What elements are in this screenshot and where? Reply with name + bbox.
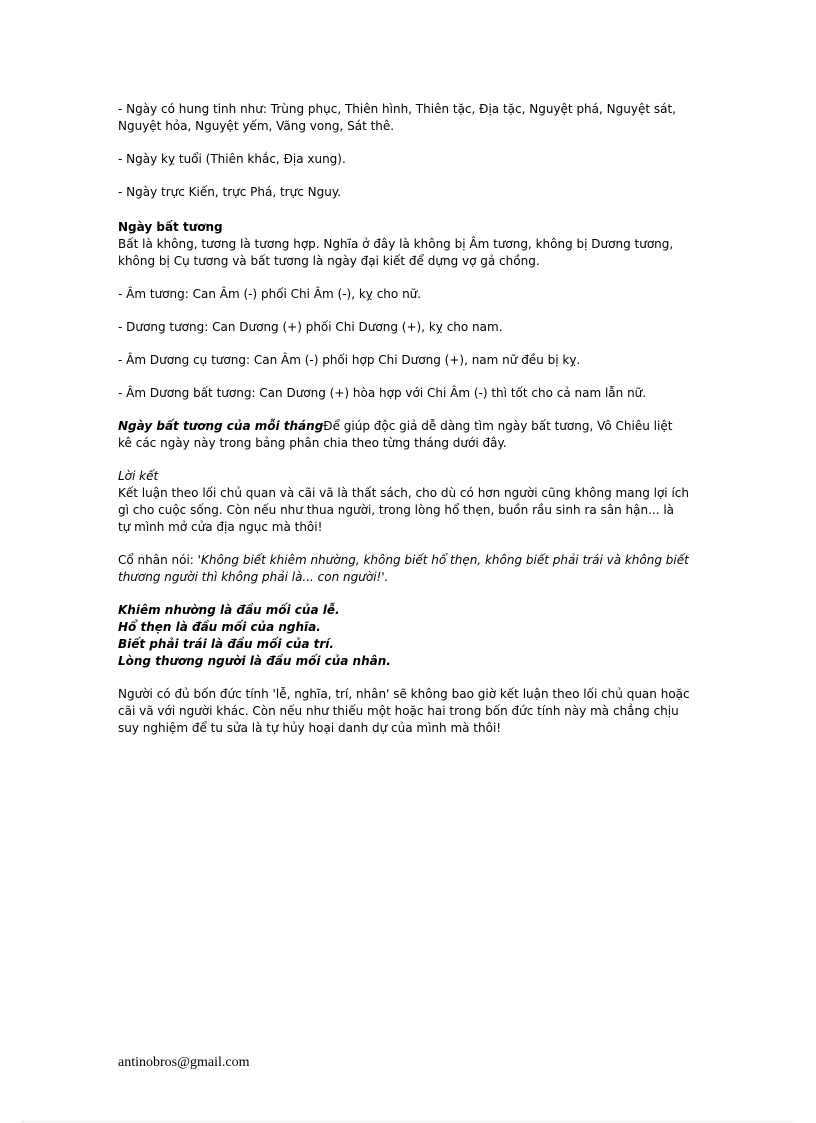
maxim-3: Biết phải trái là đầu mối của trí. [118,637,334,651]
maxim-1: Khiêm nhường là đầu mối của lễ. [118,603,340,617]
bat-tuong-item-1: - Âm tương: Can Âm (-) phối Chi Âm (-), kỵ cho nữ. [118,287,422,301]
final-paragraph: Người có đủ bốn đức tính 'lễ, nghĩa, trí, nhân' sẽ không bao giờ kết luận theo lối chủ quan hoặc cãi vã với người khác. Còn nếu như thiếu một hoặc hai trong bốn đức tính này mà chẳng chịu suy nghiệm để tu sửa là tự hủy hoại danh dự của mình mà thôi! [118,687,690,735]
bad-day-item-3: - Ngày trực Kiến, trực Phá, trực Nguy. [118,185,342,199]
document-body [118,101,690,737]
monthly-paragraph [118,418,690,452]
bat-tuong-intro: Bất là không, tương là tương hợp. Nghĩa ở đây là không bị Âm tương, không bị Dương tương, không bị Cụ tương và bất tương là ngày đại kiết để dựng vợ gả chồng. [118,237,674,268]
conclusion-heading: Lời kết [118,469,159,483]
monthly-text: Để giúp độc giả dễ dàng tìm ngày bất tương, Vô Chiêu liệt kê các ngày này trong bảng phân chia theo từng tháng dưới đây. [118,419,673,450]
footer-email: antinobros@gmail.com [118,1055,250,1070]
maxim-4: Lòng thương người là đầu mối của nhân. [118,654,391,668]
bat-tuong-item-2: - Dương tương: Can Dương (+) phối Chi Dương (+), kỵ cho nam. [118,320,503,334]
monthly-lead: Ngày bất tương của mỗi tháng [118,419,324,433]
bat-tuong-item-3: - Âm Dương cụ tương: Can Âm (-) phối hợp Chi Dương (+), nam nữ đều bị kỵ. [118,353,581,367]
conclusion-paragraph: Kết luận theo lối chủ quan và cãi vã là thất sách, cho dù có hơn người cũng không mang lợi ích gì cho cuộc sống. Còn nếu như thua người, trong lòng hổ thẹn, buồn rầu sinh ra sân hận... là tự mình mở cửa địa ngục mà thôi! [118,486,689,534]
bat-tuong-item-4: - Âm Dương bất tương: Can Dương (+) hòa hợp với Chi Âm (-) thì tốt cho cả nam lẫn nữ. [118,386,647,400]
quote-paragraph [118,552,690,586]
page-bottom-divider [22,1121,794,1122]
quote-lead: Cổ nhân nói: [118,553,198,567]
bad-day-item-1: - Ngày có hung tinh như: Trùng phục, Thiên hình, Thiên tặc, Địa tặc, Nguyệt phá, Nguyệt sát, Nguyệt hỏa, Nguyệt yếm, Vãng vong, Sát thê. [118,102,676,133]
maxim-2: Hổ thẹn là đầu mối của nghĩa. [118,620,321,634]
bad-day-item-2: - Ngày kỵ tuổi (Thiên khắc, Địa xung). [118,152,346,166]
section-heading-bat-tuong: Ngày bất tương [118,220,223,234]
quote-text: 'Không biết khiêm nhường, không biết hổ thẹn, không biết phải trái và không biết thương người thì không phải là... con người!'. [118,553,689,584]
